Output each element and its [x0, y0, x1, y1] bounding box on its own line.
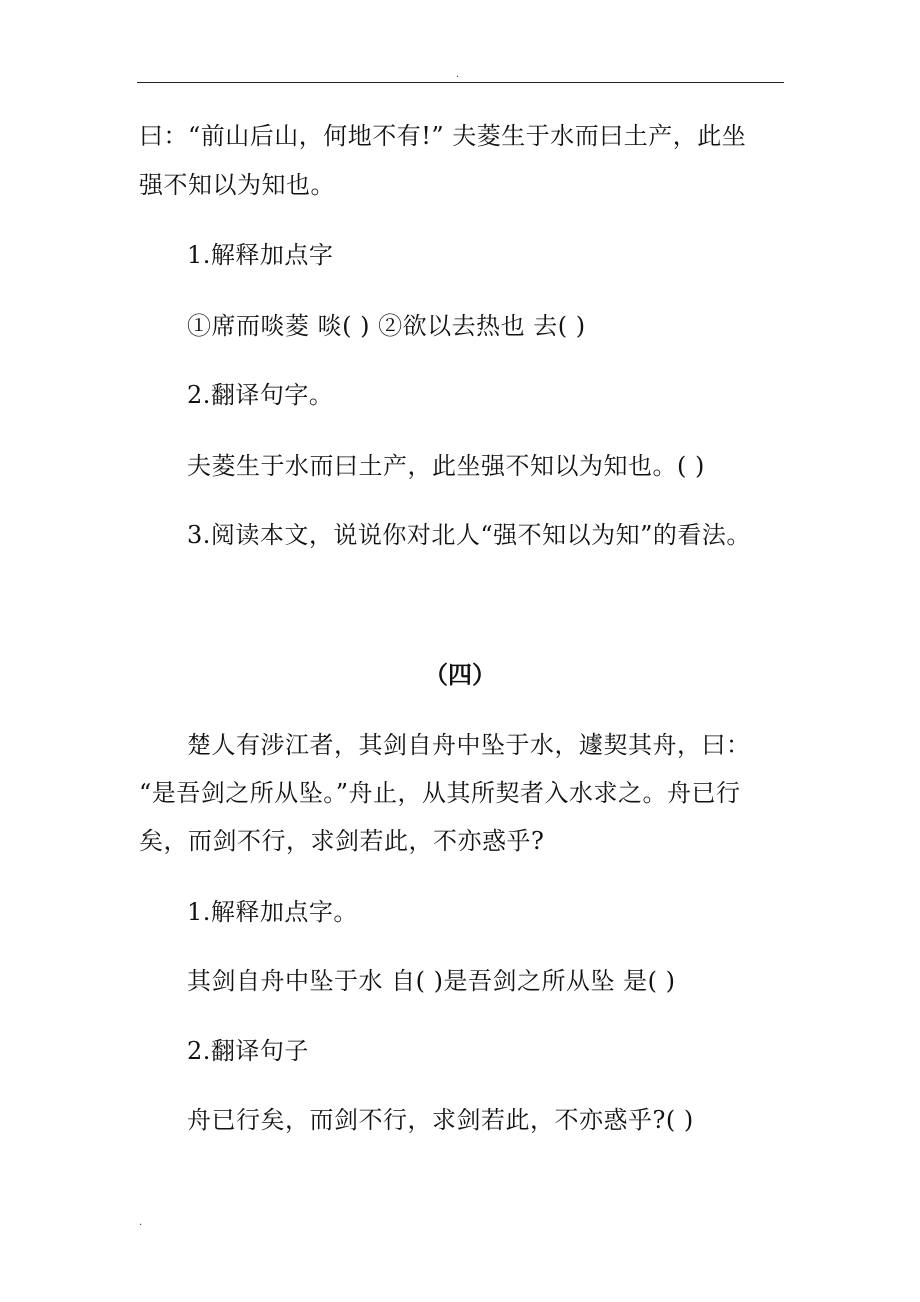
section-4-heading: （四） [424, 660, 496, 689]
section-4-question-1-label: 1.解释加点字。 [187, 898, 358, 926]
section-4-question-1-items: 其剑自舟中坠于水 自( )是吾剑之所从坠 是( ) [187, 967, 676, 995]
passage-4-line-2: “是吾剑之所从坠。”舟止，从其所契者入水求之。舟已行 [139, 779, 741, 807]
footer-dot: . [139, 1217, 143, 1228]
header-rule [137, 82, 784, 83]
section-3-question-2-label: 2.翻译句字。 [187, 381, 334, 409]
section-3-question-1-label: 1.解释加点字 [187, 241, 334, 269]
passage-4-line-3: 矣，而剑不行，求剑若此，不亦惑乎? [139, 827, 545, 855]
passage-3-line-1: 曰：“前山后山，何地不有!” 夫菱生于水而曰土产，此坐 [139, 122, 747, 150]
section-4-question-2-sentence: 舟已行矣，而剑不行，求剑若此，不亦惑乎?( ) [187, 1106, 694, 1134]
section-3-question-3-label: 3.阅读本文，说说你对北人“强不知以为知”的看法。 [187, 521, 751, 549]
section-4-question-2-label: 2.翻译句子 [187, 1037, 309, 1065]
passage-3-line-2: 强不知以为知也。 [139, 171, 335, 199]
header-dot: . [456, 69, 460, 80]
section-3-question-2-sentence: 夫菱生于水而曰土产，此坐强不知以为知也。( ) [187, 452, 705, 480]
passage-4-line-1: 楚人有涉江者，其剑自舟中坠于水，遽契其舟，曰： [187, 731, 751, 759]
section-3-question-1-items: ①席而啖菱 啖( ) ②欲以去热也 去( ) [187, 312, 586, 340]
